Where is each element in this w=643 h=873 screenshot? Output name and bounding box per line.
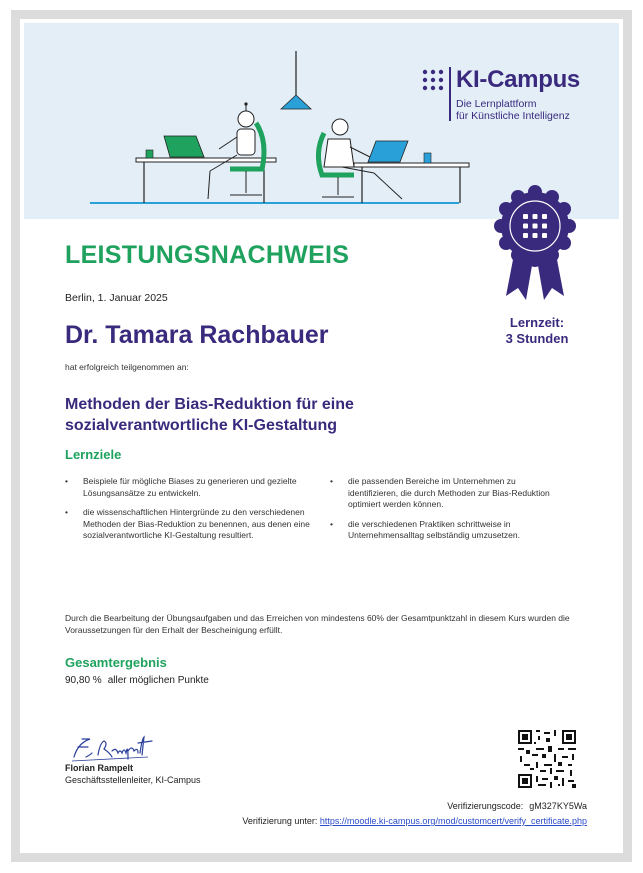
verification-code-line	[447, 801, 587, 811]
certificate-frame	[11, 10, 632, 862]
list-item: • die passenden Bereiche im Unternehmen zu identifizieren, die durch Methoden zur Bias-Reduktion optimiert werden können.	[330, 476, 560, 511]
lernzeit-label: Lernzeit:	[509, 315, 565, 330]
verification-link[interactable]: https://moodle.ki-campus.org/mod/customcert/verify_certificate.php	[319, 816, 587, 826]
rosette-seal-icon	[494, 184, 576, 304]
score-value: 90,80 %	[65, 675, 102, 686]
list-item: • die wissenschaftlichen Hintergründe zu den verschiedenen Methoden der Bias-Reduktion zu benennen, aus denen eine sozialverantwortliche KI-Gestaltung resultiert.	[65, 507, 320, 542]
logo-tagline	[456, 98, 570, 122]
signer-name: Florian Rampelt	[65, 763, 134, 773]
logo-tagline-line2: für Künstliche Intelligenz	[456, 110, 570, 122]
verification-url-label: Verifizierung unter:	[242, 816, 318, 826]
list-item: • Beispiele für mögliche Biases zu generieren und gezielte Lösungsansätze zu entwickeln.	[65, 476, 320, 499]
logo-separator	[449, 67, 451, 121]
certificate-title: LEISTUNGSNACHWEIS	[65, 241, 350, 269]
ki-campus-logo	[422, 67, 592, 127]
handwritten-signature	[68, 731, 158, 765]
achievement-text: Durch die Bearbeitung der Übungsaufgaben und das Erreichen von mindestens 60% der Gesamtpunktzahl in diesem Kurs wurden die Voraussetzungen für den Erhalt der Bescheinigung erfüllt.	[65, 613, 570, 635]
verification-url-line	[242, 816, 587, 826]
verification-qr-code	[518, 730, 576, 788]
course-title	[65, 394, 425, 436]
verification-code-label: Verifizierungscode:	[447, 801, 524, 811]
gesamtergebnis-result	[65, 675, 209, 686]
logo-name: KI-Campus	[456, 66, 580, 93]
lernzeit-value: 3 Stunden	[505, 331, 569, 346]
lernziele-heading: Lernziele	[65, 447, 122, 462]
gesamtergebnis-heading: Gesamtergebnis	[65, 655, 167, 670]
ki-campus-dots-icon	[422, 69, 444, 91]
logo-tagline-line1: Die Lernplattform	[456, 98, 537, 110]
place-date: Berlin, 1. Januar 2025	[65, 292, 168, 304]
verification-code: gM327KY5Wa	[529, 801, 587, 811]
certificate-page	[20, 19, 623, 853]
score-suffix: aller möglichen Punkte	[107, 675, 209, 686]
recipient-name: Dr. Tamara Rachbauer	[65, 321, 329, 349]
course-title-line1: Methoden der Bias-Reduktion für eine	[65, 396, 354, 413]
participated-text: hat erfolgreich teilgenommen an:	[65, 362, 189, 372]
course-title-line2: sozialverantwortliche KI-Gestaltung	[65, 417, 338, 434]
lernziele-list-left	[65, 476, 320, 550]
lernzeit-box	[482, 315, 592, 347]
signer-role: Geschäftsstellenleiter, KI-Campus	[65, 775, 201, 785]
list-item: • die verschiedenen Praktiken schrittweise in Unternehmensalltag selbständig umzusetzen.	[330, 519, 560, 542]
lernziele-list-right	[330, 476, 560, 550]
